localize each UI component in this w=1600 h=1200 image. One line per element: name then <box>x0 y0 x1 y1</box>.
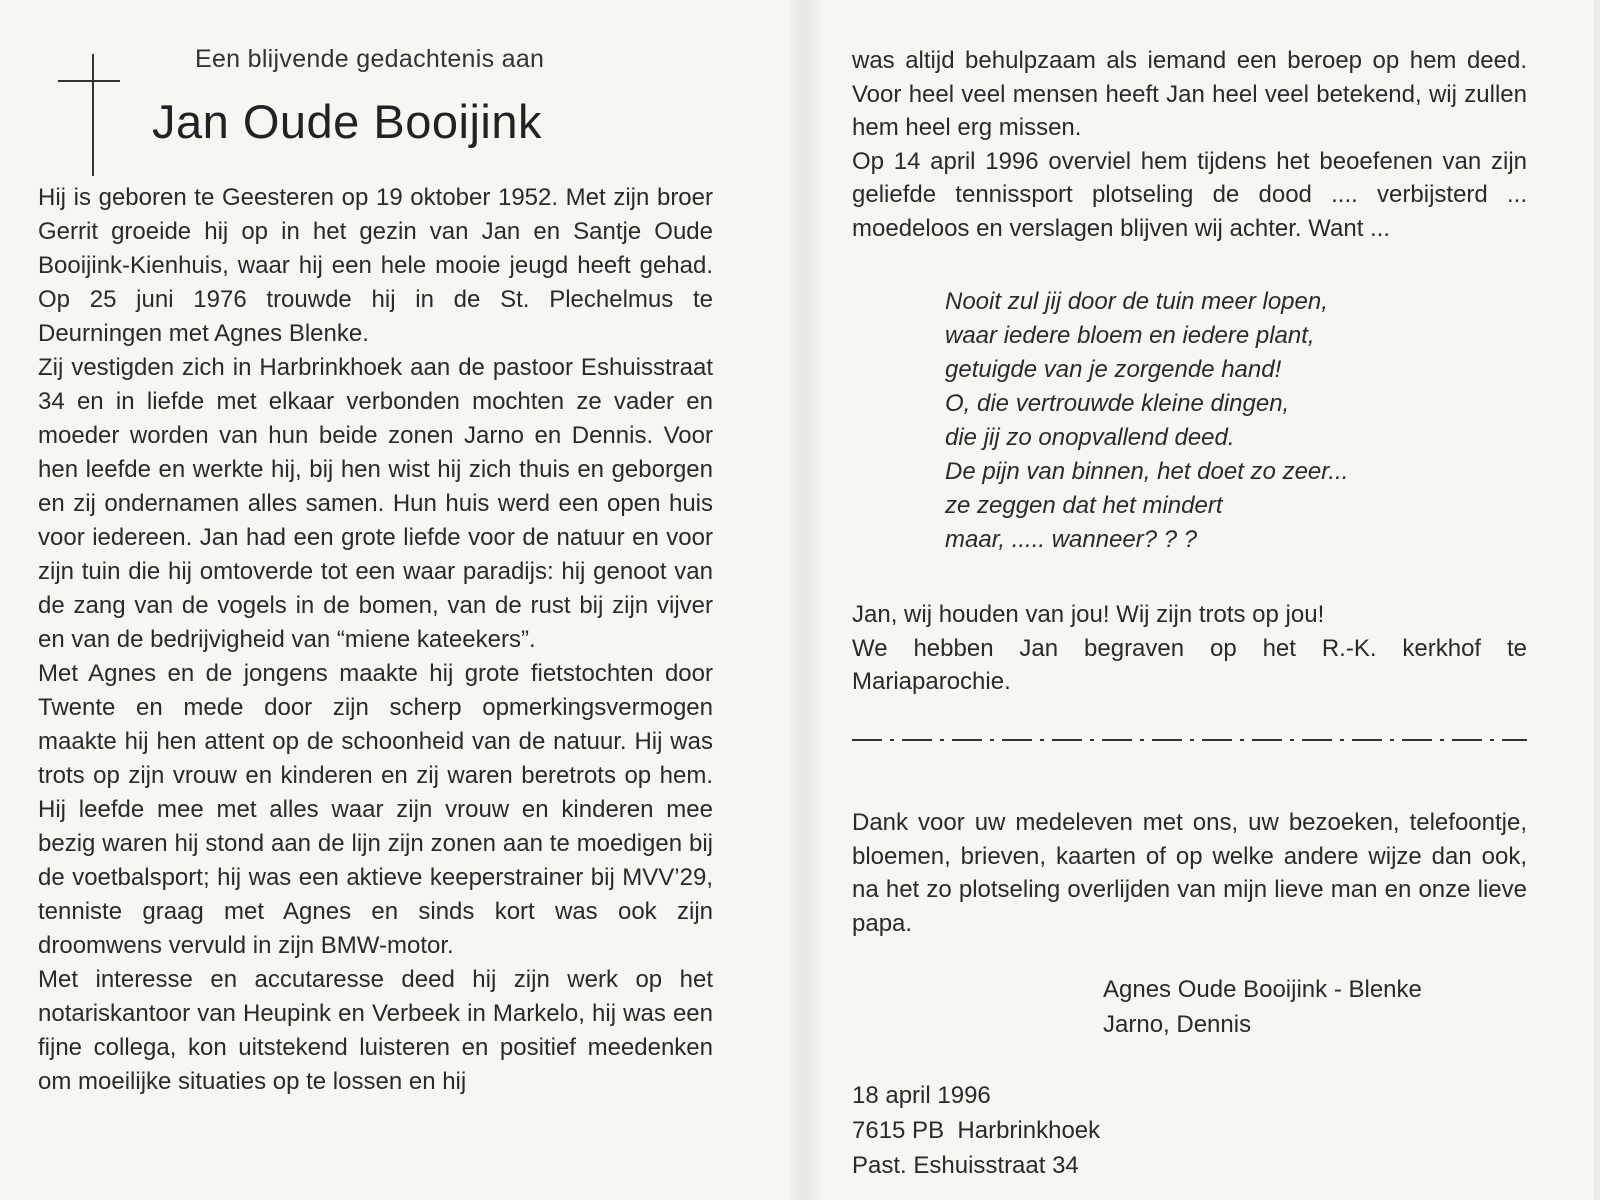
poem <box>945 285 1348 557</box>
postal-line: 7615 PB Harbrinkhoek <box>852 1117 1101 1144</box>
cross-icon <box>58 54 120 176</box>
card-edge <box>1594 0 1600 1200</box>
poem-line: waar iedere bloem en iedere plant, <box>945 322 1315 349</box>
date-and-address <box>852 1078 1100 1183</box>
paragraph: Hij is geboren te Geesteren op 19 oktober 1952. Met zijn broer Gerrit groeide hij op in het gezin van Jan en Santje Oude Booijink-Kienhuis, waar hij een hele mooie jeugd heeft gehad. Op 25 juni 1976 trouwde hij in de St. Plechelmus te Deurningen met Agnes Blenke. <box>38 184 713 347</box>
dash-dot-divider <box>852 739 1527 741</box>
paragraph: We hebben Jan begraven op het R.-K. kerkhof te Mariaparochie. <box>852 634 1527 695</box>
biography-text <box>38 181 713 1099</box>
page-fold <box>790 0 820 1200</box>
paragraph: Jan, wij houden van jou! Wij zijn trots op jou! <box>852 601 1325 628</box>
left-page <box>0 0 790 1200</box>
paragraph: Zij vestigden zich in Harbrinkhoek aan de pastoor Eshuisstraat 34 en in liefde met elkaar verbonden mochten ze vader en moeder worden van hun beide zonen Jarno en Dennis. Voor hen leefde en werkte hij, bij hen wist hij zich thuis en geborgen en zij ondernamen alles samen. Hun huis werd een open huis voor iedereen. Jan had een grote liefde voor de natuur en voor zijn tuin die hij omtoverde tot een waar paradijs: hij genoot van de zang van de vogels in de bomen, van de rust bij zijn vijver en van de bedrijvigheid van “miene kateekers”. <box>38 354 713 653</box>
poem-line: maar, ..... wanneer? ? ? <box>945 526 1198 553</box>
closing-text <box>852 598 1527 699</box>
family-signature <box>1103 972 1422 1042</box>
paragraph: Op 14 april 1996 overviel hem tijdens het beoefenen van zijn geliefde tennissport plotseling de dood .... verbijsterd ... moedeloos en verslagen blijven wij achter. Want ... <box>852 147 1527 242</box>
poem-line: ze zeggen dat het mindert <box>945 492 1223 519</box>
poem-line: O, die vertrouwde kleine dingen, <box>945 390 1290 417</box>
biography-continued <box>852 44 1527 245</box>
paragraph: Met interesse en accutaresse deed hij zijn werk op het notariskantoor van Heupink en Verbeek in Markelo, hij was een fijne collega, kon uitstekend luisteren en positief meedenken om moeilijke situaties op te lossen en hij <box>38 966 713 1095</box>
date-line: 18 april 1996 <box>852 1082 991 1109</box>
poem-line: die jij zo onopvallend deed. <box>945 424 1235 451</box>
signature-line: Jarno, Dennis <box>1103 1011 1252 1038</box>
poem-line: Nooit zul jij door de tuin meer lopen, <box>945 288 1328 315</box>
poem-line: De pijn van binnen, het doet zo zeer... <box>945 458 1349 485</box>
paragraph: was altijd behulpzaam als iemand een beroep op hem deed. Voor heel veel mensen heeft Jan heel veel betekend, wij zullen hem heel erg missen. <box>852 47 1527 141</box>
street-line: Past. Eshuisstraat 34 <box>852 1152 1079 1179</box>
paragraph: Met Agnes en de jongens maakte hij grote fietstochten door Twente en mede door zijn scherp opmerkingsvermogen maakte hij hen attent op de schoonheid van de natuur. Hij was trots op zijn vrouw en kinderen en zij waren beretrots op hem. Hij leefde mee met alles waar zijn vrouw en kinderen mee bezig waren hij stond aan de lijn zijn zonen aan te moedigen bij de voetbalsport; hij was een aktieve keeperstrainer bij MVV’29, tenniste graag met Agnes en sinds kort was ook zijn droomwens vervuld in zijn BMW-motor. <box>38 660 713 959</box>
thanks-text: Dank voor uw medeleven met ons, uw bezoeken, telefoontje, bloemen, brieven, kaarten of op welke andere wijze dan ook, na het zo plotseling overlijden van mijn lieve man en onze lieve papa. <box>852 809 1527 937</box>
signature-line: Agnes Oude Booijink - Blenke <box>1103 976 1422 1003</box>
memorial-subtitle: Een blijvende gedachtenis aan <box>195 45 545 73</box>
deceased-name: Jan Oude Booijink <box>152 95 542 148</box>
poem-line: getuigde van je zorgende hand! <box>945 356 1282 383</box>
